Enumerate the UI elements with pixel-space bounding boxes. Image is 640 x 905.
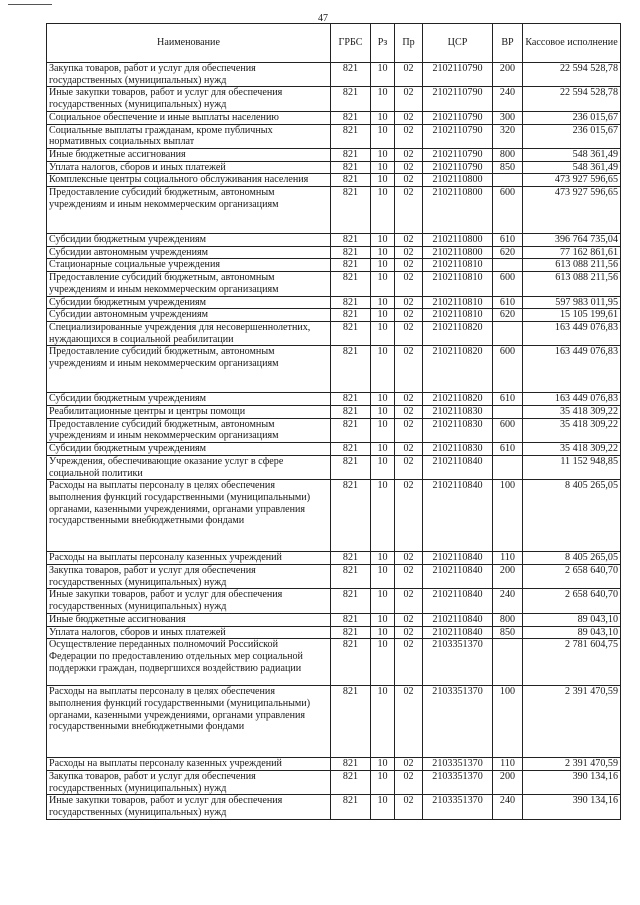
cell-rz: 10 xyxy=(371,124,395,148)
table-row xyxy=(47,87,621,111)
cell-name: Уплата налогов, сборов и иных платежей xyxy=(47,161,331,174)
cell-csr: 2102110810 xyxy=(423,309,493,322)
cell-name: Предоставление субсидий бюджетным, автономным учреждениям и иным некоммерческим организациям xyxy=(47,418,331,442)
table-row xyxy=(47,626,621,639)
cell-amount: 390 134,16 xyxy=(523,795,621,819)
cell-rz: 10 xyxy=(371,393,395,406)
cell-amount: 8 405 265,05 xyxy=(523,480,621,552)
cell-name: Иные закупки товаров, работ и услуг для обеспечения государственных (муниципальных) нужд xyxy=(47,87,331,111)
cell-pr: 02 xyxy=(395,296,423,309)
cell-csr: 2102110840 xyxy=(423,589,493,613)
cell-rz: 10 xyxy=(371,296,395,309)
cell-grbs: 821 xyxy=(331,455,371,479)
cell-amount: 613 088 211,56 xyxy=(523,259,621,272)
cell-pr: 02 xyxy=(395,272,423,296)
cell-amount: 396 764 735,04 xyxy=(523,234,621,247)
cell-rz: 10 xyxy=(371,795,395,819)
cell-grbs: 821 xyxy=(331,174,371,187)
cell-vr: 610 xyxy=(493,443,523,456)
cell-vr: 600 xyxy=(493,418,523,442)
cell-amount: 11 152 948,85 xyxy=(523,455,621,479)
cell-vr: 240 xyxy=(493,795,523,819)
cell-amount: 2 391 470,59 xyxy=(523,758,621,771)
cell-amount: 77 162 861,61 xyxy=(523,246,621,259)
cell-rz: 10 xyxy=(371,234,395,247)
cell-name: Иные закупки товаров, работ и услуг для обеспечения государственных (муниципальных) нужд xyxy=(47,589,331,613)
cell-pr: 02 xyxy=(395,187,423,234)
cell-grbs: 821 xyxy=(331,234,371,247)
cell-vr: 240 xyxy=(493,589,523,613)
cell-csr: 2102110810 xyxy=(423,259,493,272)
cell-name: Расходы на выплаты персоналу в целях обеспечения выполнения функций государственными (муниципальными) органами, казенными учреждениями, органами управления государственными внебюджетными фондами xyxy=(47,686,331,758)
table-row xyxy=(47,443,621,456)
cell-vr: 240 xyxy=(493,87,523,111)
cell-pr: 02 xyxy=(395,406,423,419)
cell-amount: 35 418 309,22 xyxy=(523,406,621,419)
cell-csr: 2102110800 xyxy=(423,246,493,259)
cell-csr: 2102110790 xyxy=(423,63,493,87)
cell-name: Субсидии бюджетным учреждениям xyxy=(47,234,331,247)
cell-pr: 02 xyxy=(395,795,423,819)
cell-vr: 100 xyxy=(493,686,523,758)
table-row xyxy=(47,296,621,309)
cell-amount: 597 983 011,95 xyxy=(523,296,621,309)
cell-grbs: 821 xyxy=(331,639,371,686)
cell-grbs: 821 xyxy=(331,87,371,111)
cell-amount: 390 134,16 xyxy=(523,770,621,794)
cell-name: Социальное обеспечение и иные выплаты населению xyxy=(47,111,331,124)
cell-csr: 2102110840 xyxy=(423,613,493,626)
cell-grbs: 821 xyxy=(331,564,371,588)
cell-vr: 300 xyxy=(493,111,523,124)
cell-pr: 02 xyxy=(395,174,423,187)
cell-name: Расходы на выплаты персоналу казенных учреждений xyxy=(47,552,331,565)
cell-name: Закупка товаров, работ и услуг для обеспечения государственных (муниципальных) нужд xyxy=(47,564,331,588)
cell-grbs: 821 xyxy=(331,124,371,148)
cell-vr: 620 xyxy=(493,246,523,259)
cell-csr: 2102110830 xyxy=(423,443,493,456)
cell-vr: 610 xyxy=(493,234,523,247)
table-row xyxy=(47,246,621,259)
cell-amount: 22 594 528,78 xyxy=(523,63,621,87)
cell-pr: 02 xyxy=(395,639,423,686)
cell-rz: 10 xyxy=(371,552,395,565)
cell-grbs: 821 xyxy=(331,321,371,345)
header-vr: ВР xyxy=(493,24,523,63)
cell-vr xyxy=(493,406,523,419)
cell-amount: 22 594 528,78 xyxy=(523,87,621,111)
cell-pr: 02 xyxy=(395,455,423,479)
table-row xyxy=(47,564,621,588)
cell-vr: 610 xyxy=(493,393,523,406)
cell-grbs: 821 xyxy=(331,63,371,87)
cell-vr: 320 xyxy=(493,124,523,148)
top-rule xyxy=(8,4,52,5)
cell-name: Реабилитационные центры и центры помощи xyxy=(47,406,331,419)
cell-amount: 2 781 604,75 xyxy=(523,639,621,686)
cell-pr: 02 xyxy=(395,246,423,259)
cell-csr: 2102110800 xyxy=(423,187,493,234)
cell-name: Закупка товаров, работ и услуг для обеспечения государственных (муниципальных) нужд xyxy=(47,770,331,794)
cell-pr: 02 xyxy=(395,443,423,456)
cell-name: Предоставление субсидий бюджетным, автономным учреждениям и иным некоммерческим организациям xyxy=(47,346,331,393)
header-csr: ЦСР xyxy=(423,24,493,63)
cell-grbs: 821 xyxy=(331,259,371,272)
cell-amount: 163 449 076,83 xyxy=(523,346,621,393)
cell-grbs: 821 xyxy=(331,589,371,613)
cell-grbs: 821 xyxy=(331,272,371,296)
budget-table xyxy=(46,23,621,820)
cell-csr: 2102110840 xyxy=(423,455,493,479)
cell-pr: 02 xyxy=(395,589,423,613)
cell-name: Расходы на выплаты персоналу в целях обеспечения выполнения функций государственными (муниципальными) органами, казенными учреждениями, органами управления государственными внебюджетными фондами xyxy=(47,480,331,552)
table-row xyxy=(47,111,621,124)
cell-grbs: 821 xyxy=(331,393,371,406)
cell-vr: 200 xyxy=(493,564,523,588)
cell-amount: 548 361,49 xyxy=(523,148,621,161)
cell-name: Стационарные социальные учреждения xyxy=(47,259,331,272)
cell-rz: 10 xyxy=(371,148,395,161)
cell-rz: 10 xyxy=(371,770,395,794)
cell-rz: 10 xyxy=(371,161,395,174)
cell-grbs: 821 xyxy=(331,626,371,639)
cell-grbs: 821 xyxy=(331,187,371,234)
cell-csr: 2102110790 xyxy=(423,161,493,174)
cell-vr: 110 xyxy=(493,758,523,771)
table-row xyxy=(47,480,621,552)
cell-vr: 850 xyxy=(493,161,523,174)
cell-grbs: 821 xyxy=(331,161,371,174)
cell-vr: 110 xyxy=(493,552,523,565)
table-row xyxy=(47,770,621,794)
cell-name: Уплата налогов, сборов и иных платежей xyxy=(47,626,331,639)
cell-name: Специализированные учреждения для несовершеннолетних, нуждающихся в социальной реабилитации xyxy=(47,321,331,345)
table-row xyxy=(47,393,621,406)
cell-rz: 10 xyxy=(371,480,395,552)
cell-pr: 02 xyxy=(395,564,423,588)
header-amount: Кассовое исполнение xyxy=(523,24,621,63)
cell-csr: 2102110820 xyxy=(423,321,493,345)
cell-amount: 2 658 640,70 xyxy=(523,564,621,588)
cell-csr: 2103351370 xyxy=(423,686,493,758)
cell-vr xyxy=(493,639,523,686)
cell-pr: 02 xyxy=(395,418,423,442)
cell-amount: 236 015,67 xyxy=(523,124,621,148)
table-row xyxy=(47,259,621,272)
cell-pr: 02 xyxy=(395,321,423,345)
table-row xyxy=(47,758,621,771)
table-row xyxy=(47,321,621,345)
cell-vr: 600 xyxy=(493,187,523,234)
cell-grbs: 821 xyxy=(331,552,371,565)
table-header-row xyxy=(47,24,621,63)
cell-amount: 473 927 596,65 xyxy=(523,187,621,234)
cell-pr: 02 xyxy=(395,234,423,247)
cell-name: Субсидии автономным учреждениям xyxy=(47,309,331,322)
cell-grbs: 821 xyxy=(331,686,371,758)
cell-csr: 2102110810 xyxy=(423,296,493,309)
cell-name: Социальные выплаты гражданам, кроме публичных нормативных социальных выплат xyxy=(47,124,331,148)
cell-rz: 10 xyxy=(371,87,395,111)
cell-name: Закупка товаров, работ и услуг для обеспечения государственных (муниципальных) нужд xyxy=(47,63,331,87)
table-row xyxy=(47,455,621,479)
header-name: Наименование xyxy=(47,24,331,63)
cell-amount: 2 391 470,59 xyxy=(523,686,621,758)
cell-vr: 800 xyxy=(493,148,523,161)
cell-csr: 2102110840 xyxy=(423,480,493,552)
cell-vr xyxy=(493,455,523,479)
cell-grbs: 821 xyxy=(331,613,371,626)
cell-csr: 2102110840 xyxy=(423,626,493,639)
table-row xyxy=(47,795,621,819)
table-row xyxy=(47,406,621,419)
cell-rz: 10 xyxy=(371,443,395,456)
cell-csr: 2103351370 xyxy=(423,795,493,819)
cell-name: Субсидии бюджетным учреждениям xyxy=(47,296,331,309)
cell-name: Предоставление субсидий бюджетным, автономным учреждениям и иным некоммерческим организациям xyxy=(47,187,331,234)
cell-vr: 850 xyxy=(493,626,523,639)
cell-rz: 10 xyxy=(371,418,395,442)
cell-rz: 10 xyxy=(371,246,395,259)
cell-csr: 2102110810 xyxy=(423,272,493,296)
cell-csr: 2102110790 xyxy=(423,111,493,124)
cell-amount: 236 015,67 xyxy=(523,111,621,124)
cell-pr: 02 xyxy=(395,148,423,161)
cell-name: Иные закупки товаров, работ и услуг для обеспечения государственных (муниципальных) нужд xyxy=(47,795,331,819)
cell-name: Иные бюджетные ассигнования xyxy=(47,613,331,626)
cell-grbs: 821 xyxy=(331,309,371,322)
cell-csr: 2102110800 xyxy=(423,174,493,187)
cell-csr: 2102110820 xyxy=(423,393,493,406)
cell-amount: 8 405 265,05 xyxy=(523,552,621,565)
cell-rz: 10 xyxy=(371,589,395,613)
cell-amount: 89 043,10 xyxy=(523,626,621,639)
cell-pr: 02 xyxy=(395,63,423,87)
cell-grbs: 821 xyxy=(331,443,371,456)
cell-pr: 02 xyxy=(395,758,423,771)
table-row xyxy=(47,346,621,393)
table-row xyxy=(47,613,621,626)
cell-rz: 10 xyxy=(371,259,395,272)
cell-vr xyxy=(493,259,523,272)
table-row xyxy=(47,161,621,174)
cell-grbs: 821 xyxy=(331,111,371,124)
cell-rz: 10 xyxy=(371,758,395,771)
cell-csr: 2102110800 xyxy=(423,234,493,247)
cell-amount: 473 927 596,65 xyxy=(523,174,621,187)
cell-csr: 2103351370 xyxy=(423,639,493,686)
cell-rz: 10 xyxy=(371,309,395,322)
cell-vr xyxy=(493,174,523,187)
cell-csr: 2102110830 xyxy=(423,418,493,442)
cell-pr: 02 xyxy=(395,161,423,174)
cell-name: Комплексные центры социального обслуживания населения xyxy=(47,174,331,187)
cell-rz: 10 xyxy=(371,613,395,626)
cell-amount: 35 418 309,22 xyxy=(523,443,621,456)
cell-vr: 800 xyxy=(493,613,523,626)
cell-name: Субсидии бюджетным учреждениям xyxy=(47,393,331,406)
cell-csr: 2102110840 xyxy=(423,564,493,588)
cell-pr: 02 xyxy=(395,480,423,552)
cell-pr: 02 xyxy=(395,309,423,322)
cell-grbs: 821 xyxy=(331,795,371,819)
cell-rz: 10 xyxy=(371,174,395,187)
cell-rz: 10 xyxy=(371,321,395,345)
table-row xyxy=(47,686,621,758)
header-rz: Рз xyxy=(371,24,395,63)
table-row xyxy=(47,418,621,442)
cell-rz: 10 xyxy=(371,346,395,393)
cell-vr: 610 xyxy=(493,296,523,309)
cell-csr: 2102110790 xyxy=(423,124,493,148)
cell-rz: 10 xyxy=(371,455,395,479)
cell-vr xyxy=(493,321,523,345)
cell-grbs: 821 xyxy=(331,480,371,552)
cell-grbs: 821 xyxy=(331,246,371,259)
cell-pr: 02 xyxy=(395,613,423,626)
cell-csr: 2102110830 xyxy=(423,406,493,419)
cell-grbs: 821 xyxy=(331,296,371,309)
cell-csr: 2102110820 xyxy=(423,346,493,393)
cell-name: Субсидии автономным учреждениям xyxy=(47,246,331,259)
cell-pr: 02 xyxy=(395,393,423,406)
cell-csr: 2103351370 xyxy=(423,770,493,794)
cell-csr: 2103351370 xyxy=(423,758,493,771)
table-row xyxy=(47,174,621,187)
cell-rz: 10 xyxy=(371,63,395,87)
cell-vr: 200 xyxy=(493,770,523,794)
cell-name: Иные бюджетные ассигнования xyxy=(47,148,331,161)
cell-name: Предоставление субсидий бюджетным, автономным учреждениям и иным некоммерческим организациям xyxy=(47,272,331,296)
cell-vr: 620 xyxy=(493,309,523,322)
table-row xyxy=(47,639,621,686)
page-number: 47 xyxy=(318,13,328,24)
cell-vr: 200 xyxy=(493,63,523,87)
table-row xyxy=(47,309,621,322)
header-grbs: ГРБС xyxy=(331,24,371,63)
cell-vr: 100 xyxy=(493,480,523,552)
table-row xyxy=(47,272,621,296)
cell-grbs: 821 xyxy=(331,758,371,771)
cell-rz: 10 xyxy=(371,187,395,234)
cell-name: Расходы на выплаты персоналу казенных учреждений xyxy=(47,758,331,771)
cell-vr: 600 xyxy=(493,346,523,393)
cell-pr: 02 xyxy=(395,770,423,794)
cell-rz: 10 xyxy=(371,406,395,419)
cell-grbs: 821 xyxy=(331,148,371,161)
cell-rz: 10 xyxy=(371,111,395,124)
cell-grbs: 821 xyxy=(331,406,371,419)
cell-pr: 02 xyxy=(395,552,423,565)
table-row xyxy=(47,589,621,613)
cell-vr: 600 xyxy=(493,272,523,296)
table-row xyxy=(47,187,621,234)
cell-rz: 10 xyxy=(371,626,395,639)
cell-name: Субсидии бюджетным учреждениям xyxy=(47,443,331,456)
cell-pr: 02 xyxy=(395,346,423,393)
cell-rz: 10 xyxy=(371,564,395,588)
cell-pr: 02 xyxy=(395,87,423,111)
cell-amount: 163 449 076,83 xyxy=(523,321,621,345)
table-row xyxy=(47,124,621,148)
table-row xyxy=(47,234,621,247)
cell-pr: 02 xyxy=(395,259,423,272)
cell-amount: 613 088 211,56 xyxy=(523,272,621,296)
cell-rz: 10 xyxy=(371,272,395,296)
table-row xyxy=(47,148,621,161)
cell-grbs: 821 xyxy=(331,418,371,442)
cell-pr: 02 xyxy=(395,626,423,639)
cell-amount: 89 043,10 xyxy=(523,613,621,626)
cell-grbs: 821 xyxy=(331,346,371,393)
table-row xyxy=(47,552,621,565)
cell-name: Учреждения, обеспечивающие оказание услуг в сфере социальной политики xyxy=(47,455,331,479)
cell-amount: 15 105 199,61 xyxy=(523,309,621,322)
cell-grbs: 821 xyxy=(331,770,371,794)
cell-csr: 2102110840 xyxy=(423,552,493,565)
cell-pr: 02 xyxy=(395,124,423,148)
cell-amount: 163 449 076,83 xyxy=(523,393,621,406)
cell-rz: 10 xyxy=(371,686,395,758)
cell-amount: 2 658 640,70 xyxy=(523,589,621,613)
cell-csr: 2102110790 xyxy=(423,148,493,161)
cell-amount: 35 418 309,22 xyxy=(523,418,621,442)
cell-pr: 02 xyxy=(395,111,423,124)
cell-pr: 02 xyxy=(395,686,423,758)
table-row xyxy=(47,63,621,87)
cell-amount: 548 361,49 xyxy=(523,161,621,174)
cell-rz: 10 xyxy=(371,639,395,686)
cell-name: Осуществление переданных полномочий Российской Федерации по предоставлению отдельных мер социальной поддержки граждан, подвергшихся воздействию радиации xyxy=(47,639,331,686)
header-pr: Пр xyxy=(395,24,423,63)
cell-csr: 2102110790 xyxy=(423,87,493,111)
